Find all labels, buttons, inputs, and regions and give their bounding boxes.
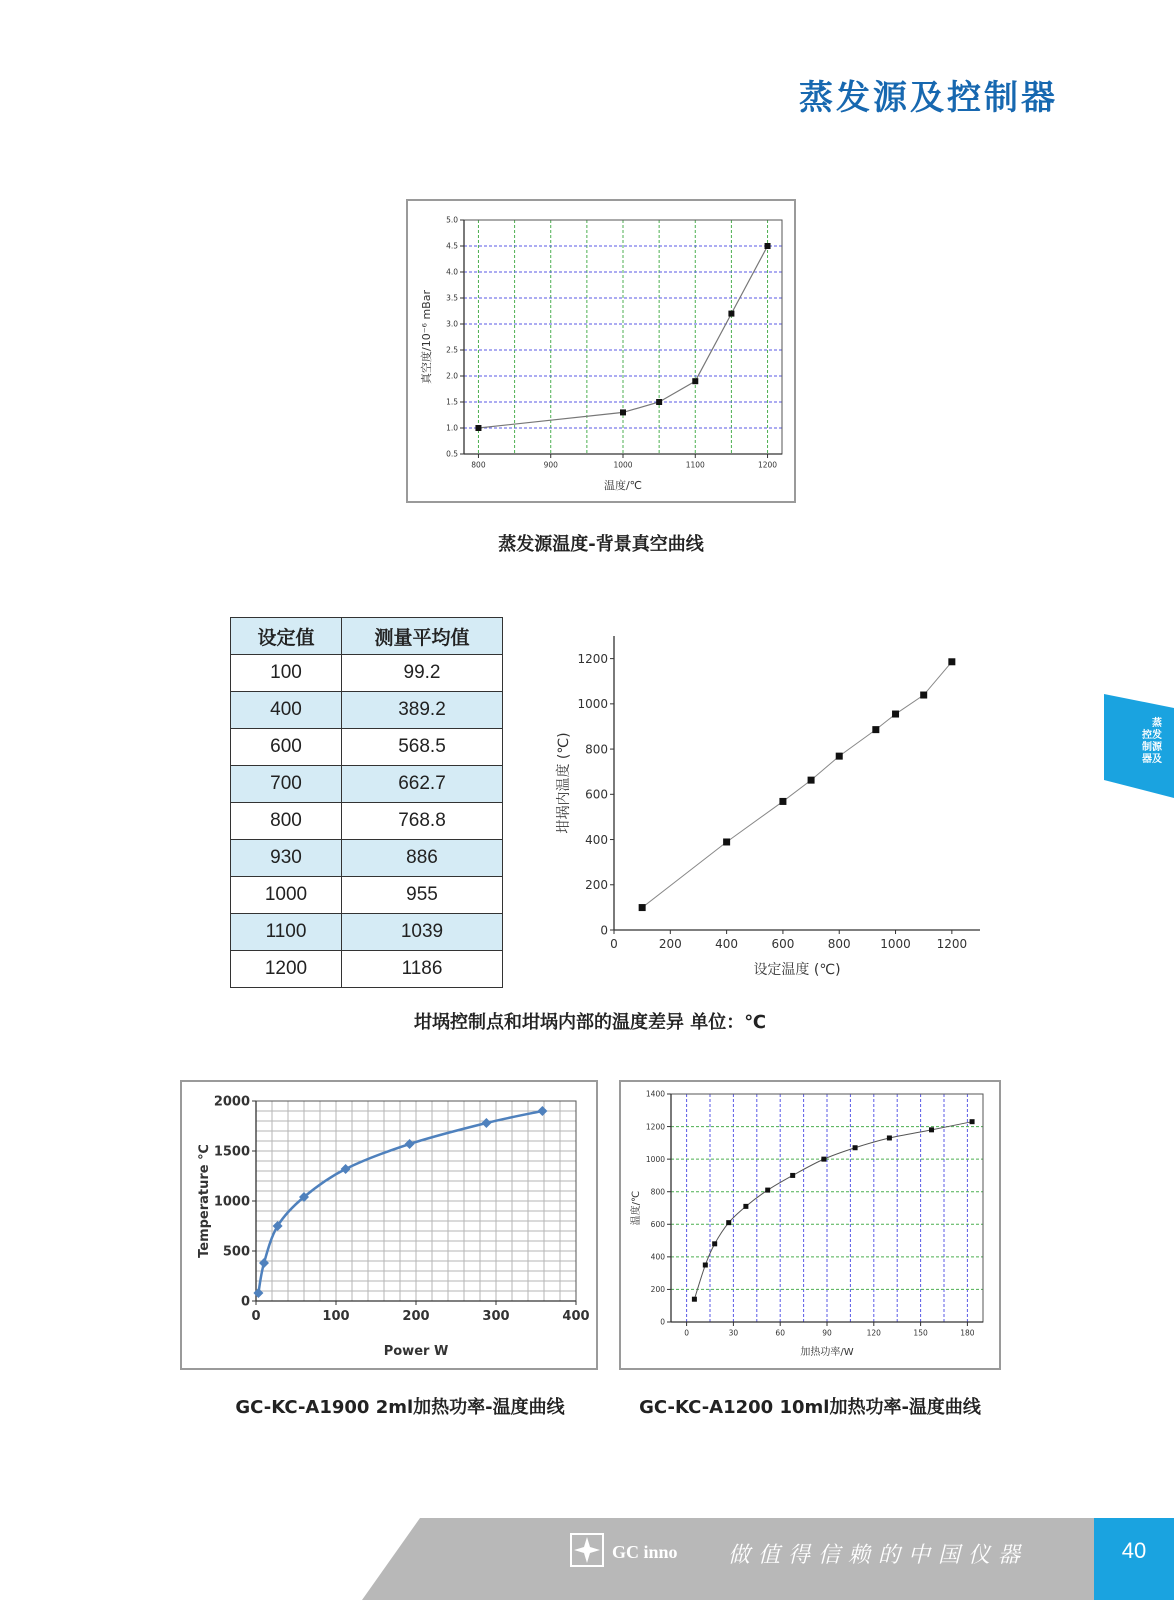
data-point [728, 311, 734, 317]
table-cell-setpoint: 800 [231, 803, 342, 840]
table-cell-measured: 955 [342, 877, 503, 914]
y-tick-label: 1500 [213, 1144, 250, 1160]
table-cell-setpoint: 700 [231, 766, 342, 803]
vacuum-chart-caption: 蒸发源温度-背景真空曲线 [498, 534, 704, 555]
y-tick-label: 1.5 [446, 397, 458, 407]
table-cell-setpoint: 1100 [231, 914, 342, 951]
y-tick-label: 1200 [577, 651, 608, 666]
data-point [726, 1220, 731, 1225]
x-axis-label: Power W [383, 1344, 449, 1359]
data-point [808, 777, 815, 784]
power-temp-chart-10ml [619, 1080, 1001, 1370]
y-tick-label: 200 [650, 1285, 665, 1295]
x-tick-label: 1000 [613, 460, 633, 470]
y-tick-label: 1000 [645, 1154, 665, 1164]
data-point [259, 1258, 269, 1268]
x-tick-label: 200 [402, 1309, 430, 1324]
table-cell-setpoint: 400 [231, 692, 342, 729]
x-tick-label: 150 [913, 1328, 928, 1338]
data-point [779, 798, 786, 805]
x-axis-label: 设定温度 (℃) [753, 962, 841, 978]
y-tick-label: 1.0 [446, 423, 458, 433]
table-cell-setpoint: 100 [231, 655, 342, 692]
power-temp-10ml-caption: GC-KC-A1200 10ml加热功率-温度曲线 [639, 1397, 981, 1418]
data-point [887, 1135, 892, 1140]
table-cell-setpoint: 930 [231, 840, 342, 877]
y-tick-label: 0 [660, 1317, 665, 1327]
x-tick-label: 800 [471, 460, 486, 470]
table-cell-measured: 768.8 [342, 803, 503, 840]
data-point [970, 1119, 975, 1124]
y-tick-label: 3.0 [446, 319, 458, 329]
y-tick-label: 5.0 [446, 215, 458, 225]
y-axis-label: Temperature ℃ [197, 1144, 212, 1258]
data-point [765, 1188, 770, 1193]
table-cell-measured: 662.7 [342, 766, 503, 803]
y-tick-label: 600 [585, 787, 608, 802]
y-tick-label: 200 [585, 878, 608, 893]
side-tab-line: 控发 [1142, 730, 1162, 741]
x-tick-label: 0 [684, 1328, 689, 1338]
table-cell-setpoint: 1000 [231, 877, 342, 914]
x-tick-label: 120 [866, 1328, 881, 1338]
y-tick-label: 400 [585, 832, 608, 847]
y-tick-label: 1200 [645, 1122, 665, 1132]
table-cell-setpoint: 600 [231, 729, 342, 766]
side-tab-line: 制源 [1142, 742, 1162, 753]
data-point [692, 1297, 697, 1302]
power-temp-chart-2ml [180, 1080, 598, 1370]
data-point [341, 1164, 351, 1174]
power-temp-chart-10ml-svg [621, 1082, 999, 1368]
data-point [656, 399, 662, 405]
table-row [231, 803, 503, 840]
x-axis-label: 加热功率/W [800, 1347, 854, 1358]
y-axis-label: 坩埚内温度 (℃) [556, 732, 572, 834]
table-cell-measured: 1039 [342, 914, 503, 951]
data-point [836, 753, 843, 760]
data-point [790, 1173, 795, 1178]
x-tick-label: 200 [658, 937, 682, 951]
y-tick-label: 2.0 [446, 371, 458, 381]
data-point [723, 838, 730, 845]
y-tick-label: 2.5 [446, 345, 458, 355]
logo-text: GC inno [612, 1542, 678, 1562]
y-axis-label: 温度/℃ [631, 1190, 642, 1226]
data-point [920, 692, 927, 699]
x-tick-label: 300 [482, 1309, 510, 1324]
y-tick-label: 2000 [213, 1094, 250, 1110]
side-tab[interactable] [1104, 694, 1174, 798]
x-tick-label: 30 [728, 1328, 739, 1338]
y-tick-label: 0.5 [446, 449, 458, 459]
side-tab-line: 器及 [1142, 754, 1162, 765]
data-point [703, 1263, 708, 1268]
data-point [537, 1106, 547, 1116]
y-axis-label: 真空度/10⁻⁶ mBar [420, 290, 433, 384]
table-cell-setpoint: 1200 [231, 951, 342, 988]
table-cell-measured: 99.2 [342, 655, 503, 692]
table-cell-measured: 886 [342, 840, 503, 877]
data-point [892, 711, 899, 718]
x-tick-label: 0 [610, 937, 618, 951]
y-tick-label: 400 [650, 1252, 665, 1262]
y-tick-label: 1400 [645, 1089, 665, 1099]
page-title: 蒸发源及控制器 [799, 78, 1058, 118]
x-tick-label: 1200 [757, 460, 778, 470]
x-tick-label: 800 [827, 937, 851, 951]
data-point [853, 1145, 858, 1150]
data-point [253, 1288, 263, 1298]
x-tick-label: 90 [822, 1328, 832, 1338]
x-tick-label: 100 [322, 1309, 350, 1324]
y-tick-label: 4.5 [446, 241, 458, 251]
y-tick-label: 4.0 [446, 267, 458, 277]
table-cell-measured: 389.2 [342, 692, 503, 729]
power-temp-chart-2ml-svg [182, 1082, 596, 1368]
power-temp-2ml-caption: GC-KC-A1900 2ml加热功率-温度曲线 [235, 1397, 565, 1418]
plot-frame [671, 1094, 983, 1322]
y-tick-label: 0 [240, 1294, 250, 1310]
table-row [231, 692, 503, 729]
data-point [692, 378, 698, 384]
y-tick-label: 0 [600, 923, 608, 938]
x-tick-label: 1200 [936, 937, 968, 951]
x-tick-label: 600 [771, 937, 795, 951]
data-point [620, 409, 626, 415]
table-row [231, 729, 503, 766]
table-row [231, 766, 503, 803]
data-point [743, 1204, 748, 1209]
vacuum-chart [406, 199, 796, 503]
series-line [642, 662, 952, 908]
data-point [948, 658, 955, 665]
data-point [929, 1127, 934, 1132]
series-line [694, 1122, 972, 1300]
footer-slogan: 做值得信赖的中国仪器 [728, 1543, 1029, 1568]
x-tick-label: 1000 [880, 937, 911, 951]
temperature-table [230, 617, 503, 988]
y-tick-label: 3.5 [446, 293, 458, 303]
x-tick-label: 400 [715, 937, 739, 951]
temperature-table-wrap [230, 617, 503, 988]
x-tick-label: 900 [543, 460, 558, 470]
table-row [231, 840, 503, 877]
y-tick-label: 800 [650, 1187, 665, 1197]
data-point [712, 1241, 717, 1246]
x-tick-label: 60 [775, 1328, 785, 1338]
table-header-setpoint: 设定值 [231, 618, 342, 655]
table-row [231, 951, 503, 988]
x-axis-label: 温度/℃ [603, 479, 643, 492]
data-point [765, 243, 771, 249]
y-tick-label: 600 [650, 1219, 665, 1229]
y-tick-label: 500 [222, 1244, 250, 1260]
page-number: 40 [1121, 1538, 1147, 1563]
y-tick-label: 800 [585, 742, 608, 757]
data-point [821, 1157, 826, 1162]
side-tab-label [1142, 718, 1162, 766]
data-point [872, 726, 879, 733]
data-point [475, 425, 481, 431]
table-cell-measured: 1186 [342, 951, 503, 988]
table-header-measured: 测量平均值 [342, 618, 503, 655]
x-tick-label: 180 [960, 1328, 975, 1338]
y-tick-label: 1000 [577, 697, 608, 712]
table-cell-measured: 568.5 [342, 729, 503, 766]
logo-icon [570, 1533, 604, 1567]
vacuum-chart-svg [408, 201, 794, 501]
data-point [639, 904, 646, 911]
table-row [231, 877, 503, 914]
x-tick-label: 0 [251, 1309, 261, 1324]
y-tick-label: 1000 [213, 1194, 250, 1210]
data-point [481, 1118, 491, 1128]
table-row [231, 655, 503, 692]
x-tick-label: 1100 [685, 460, 705, 470]
table-header-row [231, 618, 503, 655]
crucible-chart [550, 628, 990, 988]
x-tick-label: 400 [562, 1309, 590, 1324]
side-tab-line: 蒸 [1152, 718, 1162, 729]
table-row [231, 914, 503, 951]
crucible-table-caption: 坩埚控制点和坩埚内部的温度差异 单位：℃ [413, 1012, 767, 1033]
